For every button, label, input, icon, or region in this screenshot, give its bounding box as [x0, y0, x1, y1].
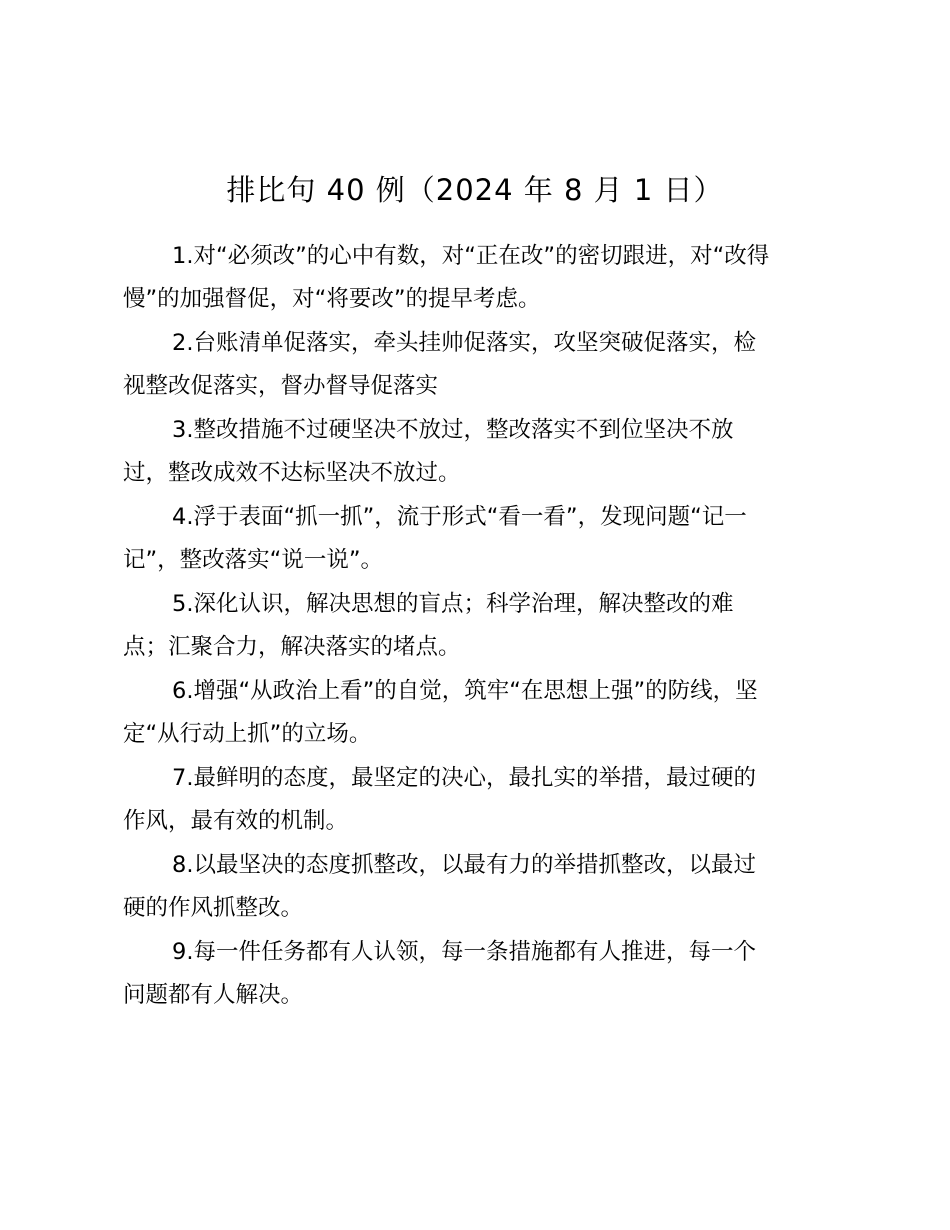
item-line: 点；汇聚合力，解决落实的堵点。 — [123, 634, 461, 660]
item-line: 记”，整改落实“说一说”。 — [123, 547, 383, 573]
item-line: 7.最鲜明的态度，最坚定的决心，最扎实的举措，最过硬的 — [172, 765, 756, 791]
item-line: 3.整改措施不过硬坚决不放过，整改落实不到位坚决不放 — [172, 417, 734, 443]
item-line: 6.增强“从政治上看”的自觉，筑牢“在思想上强”的防线，坚 — [172, 678, 758, 704]
list-item — [123, 410, 835, 497]
item-line: 硬的作风抓整改。 — [123, 895, 304, 921]
list-item — [123, 932, 835, 1019]
list-item — [123, 236, 835, 323]
document-title: 排比句 40 例（2024 年 8 月 1 日） — [226, 173, 724, 207]
item-line: 慢”的加强督促，对“将要改”的提早考虑。 — [123, 286, 541, 312]
item-line: 视整改促落实，督办督导促落实 — [123, 373, 439, 399]
item-line: 1.对“必须改”的心中有数，对“正在改”的密切跟进，对“改得 — [172, 243, 770, 269]
document-body — [123, 236, 835, 1019]
item-line: 问题都有人解决。 — [123, 982, 304, 1008]
item-line: 作风，最有效的机制。 — [123, 808, 349, 834]
list-item — [123, 671, 835, 758]
item-line: 2.台账清单促落实，牵头挂帅促落实，攻坚突破促落实，检 — [172, 330, 756, 356]
item-line: 9.每一件任务都有人认领，每一条措施都有人推进，每一个 — [172, 939, 756, 965]
item-line: 8.以最坚决的态度抓整改，以最有力的举措抓整改，以最过 — [172, 852, 756, 878]
item-line: 4.浮于表面“抓一抓”，流于形式“看一看”，发现问题“记一 — [172, 504, 747, 530]
item-line: 5.深化认识，解决思想的盲点；科学治理，解决整改的难 — [172, 591, 734, 617]
list-item — [123, 497, 835, 584]
list-item — [123, 323, 835, 410]
list-item — [123, 845, 835, 932]
item-line: 定“从行动上抓”的立场。 — [123, 721, 372, 747]
item-line: 过，整改成效不达标坚决不放过。 — [123, 460, 461, 486]
list-item — [123, 584, 835, 671]
list-item — [123, 758, 835, 845]
